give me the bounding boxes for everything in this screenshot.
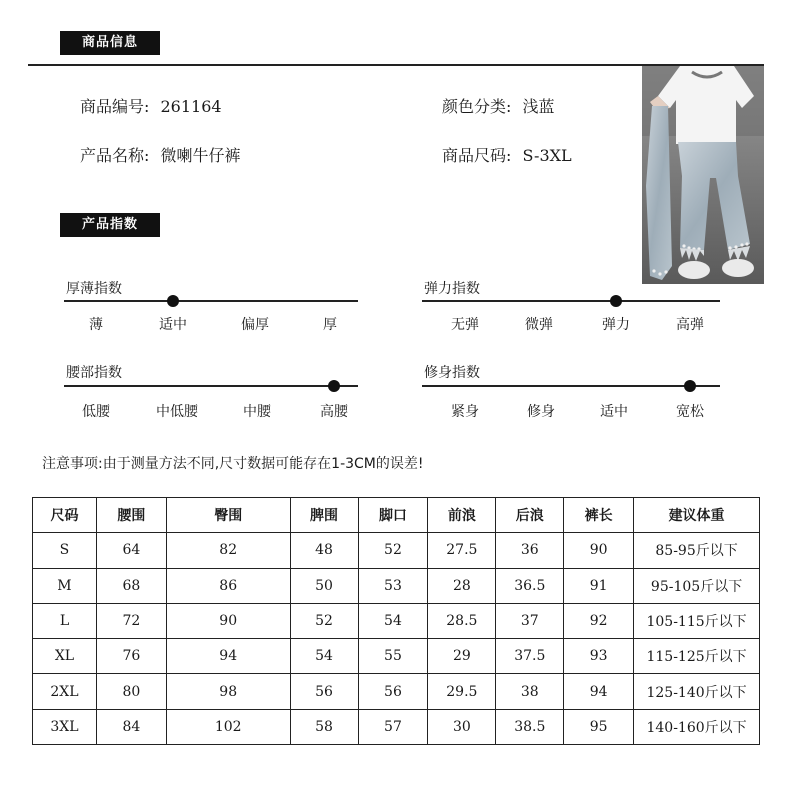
- table-cell: 105-115斤以下: [634, 603, 760, 638]
- table-cell: 37.5: [496, 639, 564, 674]
- header-cell: 前浪: [428, 498, 496, 533]
- index-marker: [684, 380, 696, 392]
- product-size-label: 商品尺码:: [442, 146, 512, 165]
- index-option: 中腰: [243, 404, 271, 420]
- table-cell: 54: [290, 639, 358, 674]
- index-title: 厚薄指数: [66, 281, 122, 297]
- index-option: 微弹: [525, 317, 553, 333]
- index-line: [64, 300, 358, 302]
- product-photo: [642, 66, 764, 284]
- table-cell: 52: [290, 603, 358, 638]
- table-cell: 28: [428, 568, 496, 603]
- table-cell: 55: [358, 639, 428, 674]
- index-option: 中低腰: [156, 404, 198, 420]
- table-cell: 72: [96, 603, 166, 638]
- index-title: 腰部指数: [66, 365, 122, 381]
- index-marker: [328, 380, 340, 392]
- index-marker: [610, 295, 622, 307]
- table-cell: 90: [564, 533, 634, 568]
- index-line: [422, 300, 720, 302]
- index-option: 高弹: [676, 317, 704, 333]
- table-row: [33, 568, 760, 603]
- table-cell: 29.5: [428, 674, 496, 709]
- index-option: 薄: [89, 317, 103, 333]
- header-cell: 尺码: [33, 498, 97, 533]
- index-option: 低腰: [82, 404, 110, 420]
- product-code-label: 商品编号:: [80, 97, 150, 116]
- table-cell: L: [33, 603, 97, 638]
- table-cell: 92: [564, 603, 634, 638]
- table-cell: 2XL: [33, 674, 97, 709]
- table-cell: 64: [96, 533, 166, 568]
- table-cell: 57: [358, 709, 428, 744]
- table-cell: 30: [428, 709, 496, 744]
- table-cell: 115-125斤以下: [634, 639, 760, 674]
- table-cell: S: [33, 533, 97, 568]
- header-cell: 后浪: [496, 498, 564, 533]
- table-cell: 38.5: [496, 709, 564, 744]
- header-cell: 腰围: [96, 498, 166, 533]
- product-color: [442, 94, 555, 117]
- header-cell: 建议体重: [634, 498, 760, 533]
- index-option: 厚: [323, 317, 337, 333]
- table-row: [33, 674, 760, 709]
- index-option: 宽松: [676, 404, 704, 420]
- table-cell: 48: [290, 533, 358, 568]
- table-cell: 98: [166, 674, 290, 709]
- product-size-value: S-3XL: [522, 146, 572, 165]
- table-cell: 56: [290, 674, 358, 709]
- table-cell: 53: [358, 568, 428, 603]
- table-cell: 36.5: [496, 568, 564, 603]
- table-cell: 76: [96, 639, 166, 674]
- index-option: 无弹: [451, 317, 479, 333]
- section-label-product-info: 商品信息: [60, 31, 160, 55]
- table-row: [33, 533, 760, 568]
- table-cell: 52: [358, 533, 428, 568]
- product-name-label: 产品名称:: [80, 146, 150, 165]
- table-cell: 85-95斤以下: [634, 533, 760, 568]
- measurement-note: 注意事项:由于测量方法不同,尺寸数据可能存在1-3CM的误差!: [42, 456, 424, 472]
- table-cell: 68: [96, 568, 166, 603]
- index-line: [422, 385, 720, 387]
- table-cell: 91: [564, 568, 634, 603]
- table-cell: 27.5: [428, 533, 496, 568]
- index-option: 偏厚: [241, 317, 269, 333]
- table-row: [33, 639, 760, 674]
- table-cell: 28.5: [428, 603, 496, 638]
- table-cell: 37: [496, 603, 564, 638]
- table-cell: 95-105斤以下: [634, 568, 760, 603]
- index-line: [64, 385, 358, 387]
- table-header-row: [33, 498, 760, 533]
- table-cell: 125-140斤以下: [634, 674, 760, 709]
- table-cell: 94: [564, 674, 634, 709]
- header-cell: 脾围: [290, 498, 358, 533]
- table-cell: 58: [290, 709, 358, 744]
- table-cell: 102: [166, 709, 290, 744]
- table-cell: 29: [428, 639, 496, 674]
- table-cell: 50: [290, 568, 358, 603]
- table-cell: 84: [96, 709, 166, 744]
- index-option: 紧身: [451, 404, 479, 420]
- header-cell: 臀围: [166, 498, 290, 533]
- product-name-value: 微喇牛仔裤: [160, 146, 241, 165]
- table-row: [33, 603, 760, 638]
- table-cell: 82: [166, 533, 290, 568]
- table-cell: 140-160斤以下: [634, 709, 760, 744]
- table-cell: 94: [166, 639, 290, 674]
- table-cell: XL: [33, 639, 97, 674]
- section-label-product-index: 产品指数: [60, 213, 160, 237]
- size-table: [32, 497, 760, 745]
- table-cell: 86: [166, 568, 290, 603]
- index-title: 修身指数: [424, 365, 480, 381]
- table-row: [33, 709, 760, 744]
- table-cell: 54: [358, 603, 428, 638]
- table-cell: 3XL: [33, 709, 97, 744]
- table-cell: 95: [564, 709, 634, 744]
- product-name: [80, 143, 241, 166]
- product-code: [80, 94, 222, 117]
- table-cell: 80: [96, 674, 166, 709]
- table-cell: M: [33, 568, 97, 603]
- table-cell: 56: [358, 674, 428, 709]
- product-size: [442, 143, 572, 166]
- index-option: 修身: [527, 404, 555, 420]
- table-cell: 38: [496, 674, 564, 709]
- index-option: 适中: [159, 317, 187, 333]
- header-cell: 裤长: [564, 498, 634, 533]
- product-code-value: 261164: [160, 97, 222, 116]
- header-cell: 脚口: [358, 498, 428, 533]
- index-marker: [167, 295, 179, 307]
- index-title: 弹力指数: [424, 281, 480, 297]
- table-cell: 90: [166, 603, 290, 638]
- index-option: 弹力: [602, 317, 630, 333]
- index-option: 高腰: [320, 404, 348, 420]
- index-option: 适中: [600, 404, 628, 420]
- product-color-label: 颜色分类:: [442, 97, 512, 116]
- table-cell: 93: [564, 639, 634, 674]
- product-color-value: 浅蓝: [522, 97, 555, 116]
- table-cell: 36: [496, 533, 564, 568]
